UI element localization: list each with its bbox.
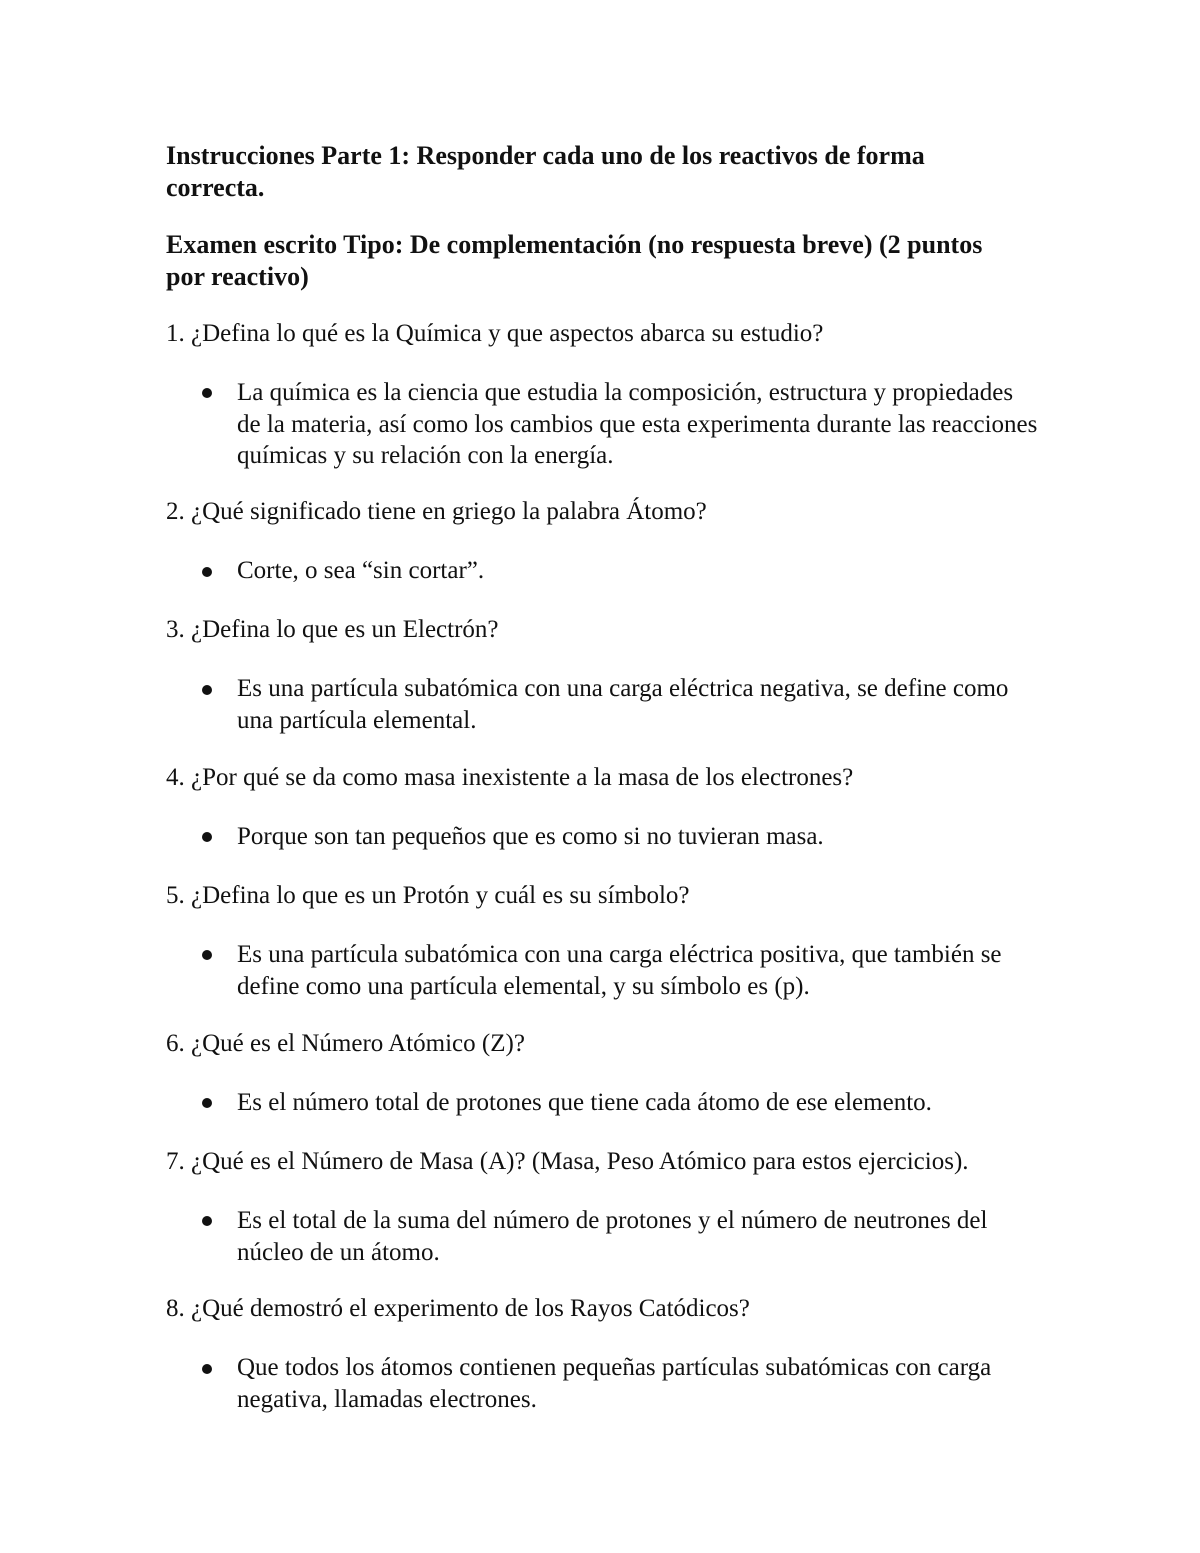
question-1: 1. ¿Defina lo qué es la Química y que aspectos abarca su estudio? — [166, 320, 824, 347]
answer-6: Es el número total de protones que tiene cada átomo de ese elemento. — [237, 1089, 932, 1116]
question-5: 5. ¿Defina lo que es un Protón y cuál es su símbolo? — [166, 882, 690, 909]
bullet-icon — [202, 1216, 212, 1226]
bullet-icon — [202, 1098, 212, 1108]
question-3: 3. ¿Defina lo que es un Electrón? — [166, 616, 499, 643]
bullet-icon — [202, 567, 212, 577]
question-8: 8. ¿Qué demostró el experimento de los Rayos Catódicos? — [166, 1295, 750, 1322]
question-4: 4. ¿Por qué se da como masa inexistente a la masa de los electrones? — [166, 764, 854, 791]
answer-1: La química es la ciencia que estudia la composición, estructura y propiedades de la materia, así como los cambios que esta experimenta durante las reacciones químicas y su relación con la energía. — [237, 379, 1038, 469]
answer-3: Es una partícula subatómica con una carga eléctrica negativa, se define como una partícula elemental. — [237, 675, 1009, 734]
answer-5: Es una partícula subatómica con una carga eléctrica positiva, que también se define como una partícula elemental, y su símbolo es (p). — [237, 941, 1002, 1000]
answer-4: Porque son tan pequeños que es como si no tuvieran masa. — [237, 823, 824, 850]
bullet-icon — [202, 388, 212, 398]
answer-2: Corte, o sea “sin cortar”. — [237, 557, 485, 584]
instructions-heading: Instrucciones Parte 1: Responder cada uno de los reactivos de forma correcta. — [166, 141, 925, 202]
bullet-icon — [202, 832, 212, 842]
answer-8: Que todos los átomos contienen pequeñas partículas subatómicas con carga negativa, llamadas electrones. — [237, 1354, 992, 1413]
exam-type-heading: Examen escrito Tipo: De complementación (no respuesta breve) (2 puntos por reactivo) — [166, 230, 983, 291]
question-2: 2. ¿Qué significado tiene en griego la palabra Átomo? — [166, 498, 707, 525]
bullet-icon — [202, 685, 212, 695]
answer-7: Es el total de la suma del número de protones y el número de neutrones del núcleo de un átomo. — [237, 1207, 988, 1266]
question-6: 6. ¿Qué es el Número Atómico (Z)? — [166, 1030, 525, 1057]
question-7: 7. ¿Qué es el Número de Masa (A)? (Masa, Peso Atómico para estos ejercicios). — [166, 1148, 969, 1175]
bullet-icon — [202, 950, 212, 960]
bullet-icon — [202, 1364, 212, 1374]
